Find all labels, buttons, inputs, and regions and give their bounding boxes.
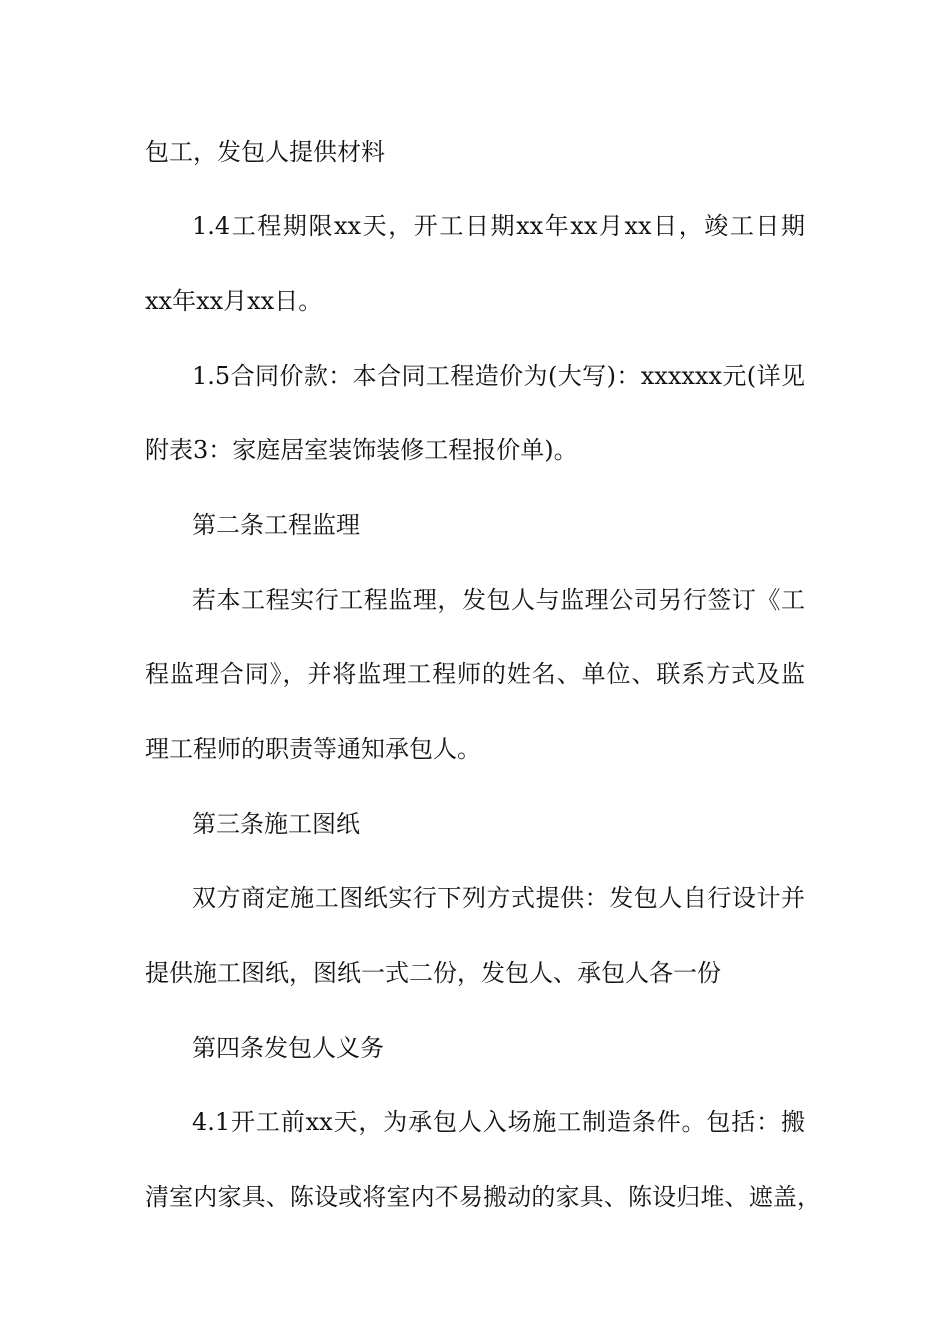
text-line: 4.1开工前xx天，为承包人入场施工制造条件。包括：搬 (192, 1108, 805, 1136)
text-line: 提供施工图纸，图纸一式二份，发包人、承包人各一份 (145, 959, 721, 987)
section-heading: 第三条施工图纸 (192, 810, 360, 838)
text-line: 双方商定施工图纸实行下列方式提供：发包人自行设计并 (192, 884, 805, 912)
text-line: 若本工程实行工程监理，发包人与监理公司另行签订《工 (192, 586, 805, 614)
text-line: 清室内家具、陈设或将室内不易搬动的家具、陈设归堆、遮盖， (145, 1183, 821, 1211)
text-line: 1.4工程期限xx天，开工日期xx年xx月xx日，竣工日期 (192, 212, 805, 240)
text-line: 附表3：家庭居室装饰装修工程报价单)。 (145, 436, 578, 464)
section-heading: 第四条发包人义务 (192, 1034, 384, 1062)
text-line: 程监理合同》，并将监理工程师的姓名、单位、联系方式及监 (145, 660, 805, 688)
section-heading: 第二条工程监理 (192, 511, 360, 539)
text-line: xx年xx月xx日。 (145, 287, 323, 315)
text-line: 理工程师的职责等通知承包人。 (145, 735, 481, 763)
text-line: 包工，发包人提供材料 (145, 138, 385, 166)
text-line: 1.5合同价款：本合同工程造价为(大写)：xxxxxx元(详见 (192, 362, 805, 390)
